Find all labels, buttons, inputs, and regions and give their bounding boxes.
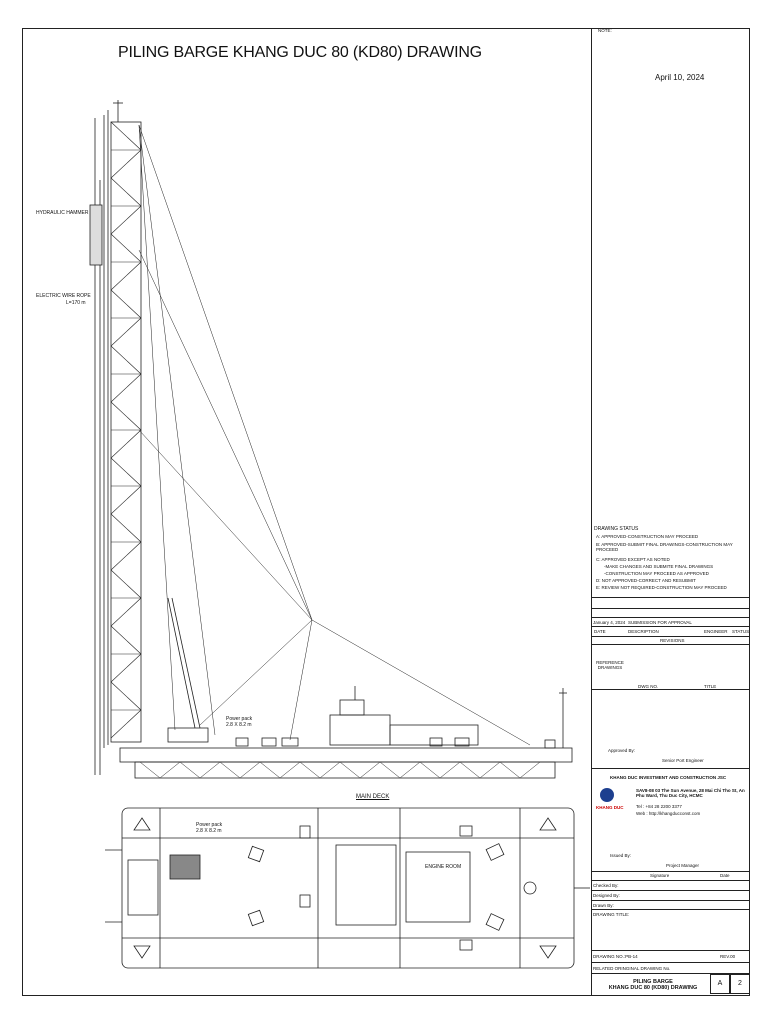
note-label: NOTE:: [598, 28, 612, 33]
company-tel: Tel : +84 28 2200 3377: [636, 804, 682, 809]
electric-wire-rope-label: ELECTRIC WIRE ROPE: [36, 293, 91, 299]
signature-header: Signature: [650, 873, 670, 878]
wire-length-label: L=170 m: [66, 300, 86, 306]
bottom-drawing-title: PILING BARGE KHANG DUC 80 (KD80) DRAWING: [608, 979, 698, 991]
engine-room-label: ENGINE ROOM: [425, 864, 462, 870]
drawing-title-label: DRAWING TITLE:: [593, 912, 630, 917]
status-b: B: APPROVED-SUBMIT FINAL DRAWINGS-CONSTRUCTION MAY PROCEED: [596, 542, 733, 552]
revision-number: REV.00: [720, 954, 736, 959]
related-drawing-label: RELATED ORINGINAL DRAWING No.: [593, 966, 671, 971]
revisions-label: REVISIONS: [660, 638, 685, 643]
status-c: C: APPROVED EXCEPT AS NOTED: [596, 557, 670, 562]
status-e: E: REVIEW NOT REQUIRED-CONSTRUCTION MAY PROCEED: [596, 585, 727, 590]
power-pack-plan-label: Power pack 2.8 X 8.2 m: [196, 822, 223, 834]
reference-col-title: TITLE: [704, 684, 717, 689]
issued-role: Project Manager: [666, 863, 700, 868]
rev-col-description: DESCRIPTION: [628, 629, 659, 634]
sheet-size: A: [710, 974, 730, 994]
title-block: [591, 28, 750, 996]
sheet-date: April 10, 2024: [655, 73, 705, 82]
approved-role: Senior Port Engineer: [662, 758, 704, 763]
approved-by-label: Approved By:: [608, 748, 636, 753]
status-c2: -CONSTRUCTION MAY PROCEED AS APPROVED: [604, 571, 709, 576]
revision-date: January 4, 2024: [593, 620, 626, 625]
reference-drawings-label: REFERENCE DRAWINGS: [596, 660, 624, 670]
main-deck-label: MAIN DECK: [356, 794, 390, 800]
designed-by-label: Designed By:: [593, 893, 620, 898]
status-a: A: APPROVED-CONSTRUCTION MAY PROCEED: [596, 534, 699, 539]
power-pack-elevation-label: Power pack 2.8 X 8.2 m: [226, 716, 253, 728]
status-d: D: NOT APPROVED-CORRECT AND RESUBMIT: [596, 578, 696, 583]
rev-col-date: DATE: [594, 629, 606, 634]
company-logo-text: KHANG DUC: [596, 805, 624, 810]
drawn-by-label: Drawn By:: [593, 903, 614, 908]
company-web: Web : http://khangducconst.com: [636, 811, 701, 816]
company-logo-icon: [600, 788, 614, 802]
drawing-status-heading: DRAWING STATUS: [594, 526, 639, 532]
pile-leader-mast: [111, 122, 141, 742]
status-c1: -MAKE CHANGES AND SUBMITE FINAL DRAWINGS: [604, 564, 714, 569]
checked-by-label: Checked By:: [593, 883, 619, 888]
rev-col-engineer: ENGINEER: [704, 629, 728, 634]
revision-description: SUBMISSION FOR APPROVAL: [628, 620, 692, 625]
drawing-number: DRAWING NO.:PB-14: [593, 954, 638, 959]
company-address: SAV8-08 03 The Sun Avenue, 28 Mai Chi Tho St, An Phu Ward, Thu Duc City, HCMC: [636, 788, 745, 798]
rev-col-status: STATUS: [732, 629, 750, 634]
hydraulic-hammer-label: HYDRAULIC HAMMER: [36, 210, 89, 216]
date-header: Date: [720, 873, 730, 878]
reference-col-dwg: DWG NO.: [638, 684, 659, 689]
sheet-title: PILING BARGE KHANG DUC 80 (KD80) DRAWING: [118, 44, 482, 61]
sheet-number: 2: [730, 974, 750, 994]
issued-by-label: Issued By:: [610, 853, 632, 858]
company-name: KHANG DUC INVESTMENT AND CONSTRUCTION JSC: [610, 775, 727, 780]
